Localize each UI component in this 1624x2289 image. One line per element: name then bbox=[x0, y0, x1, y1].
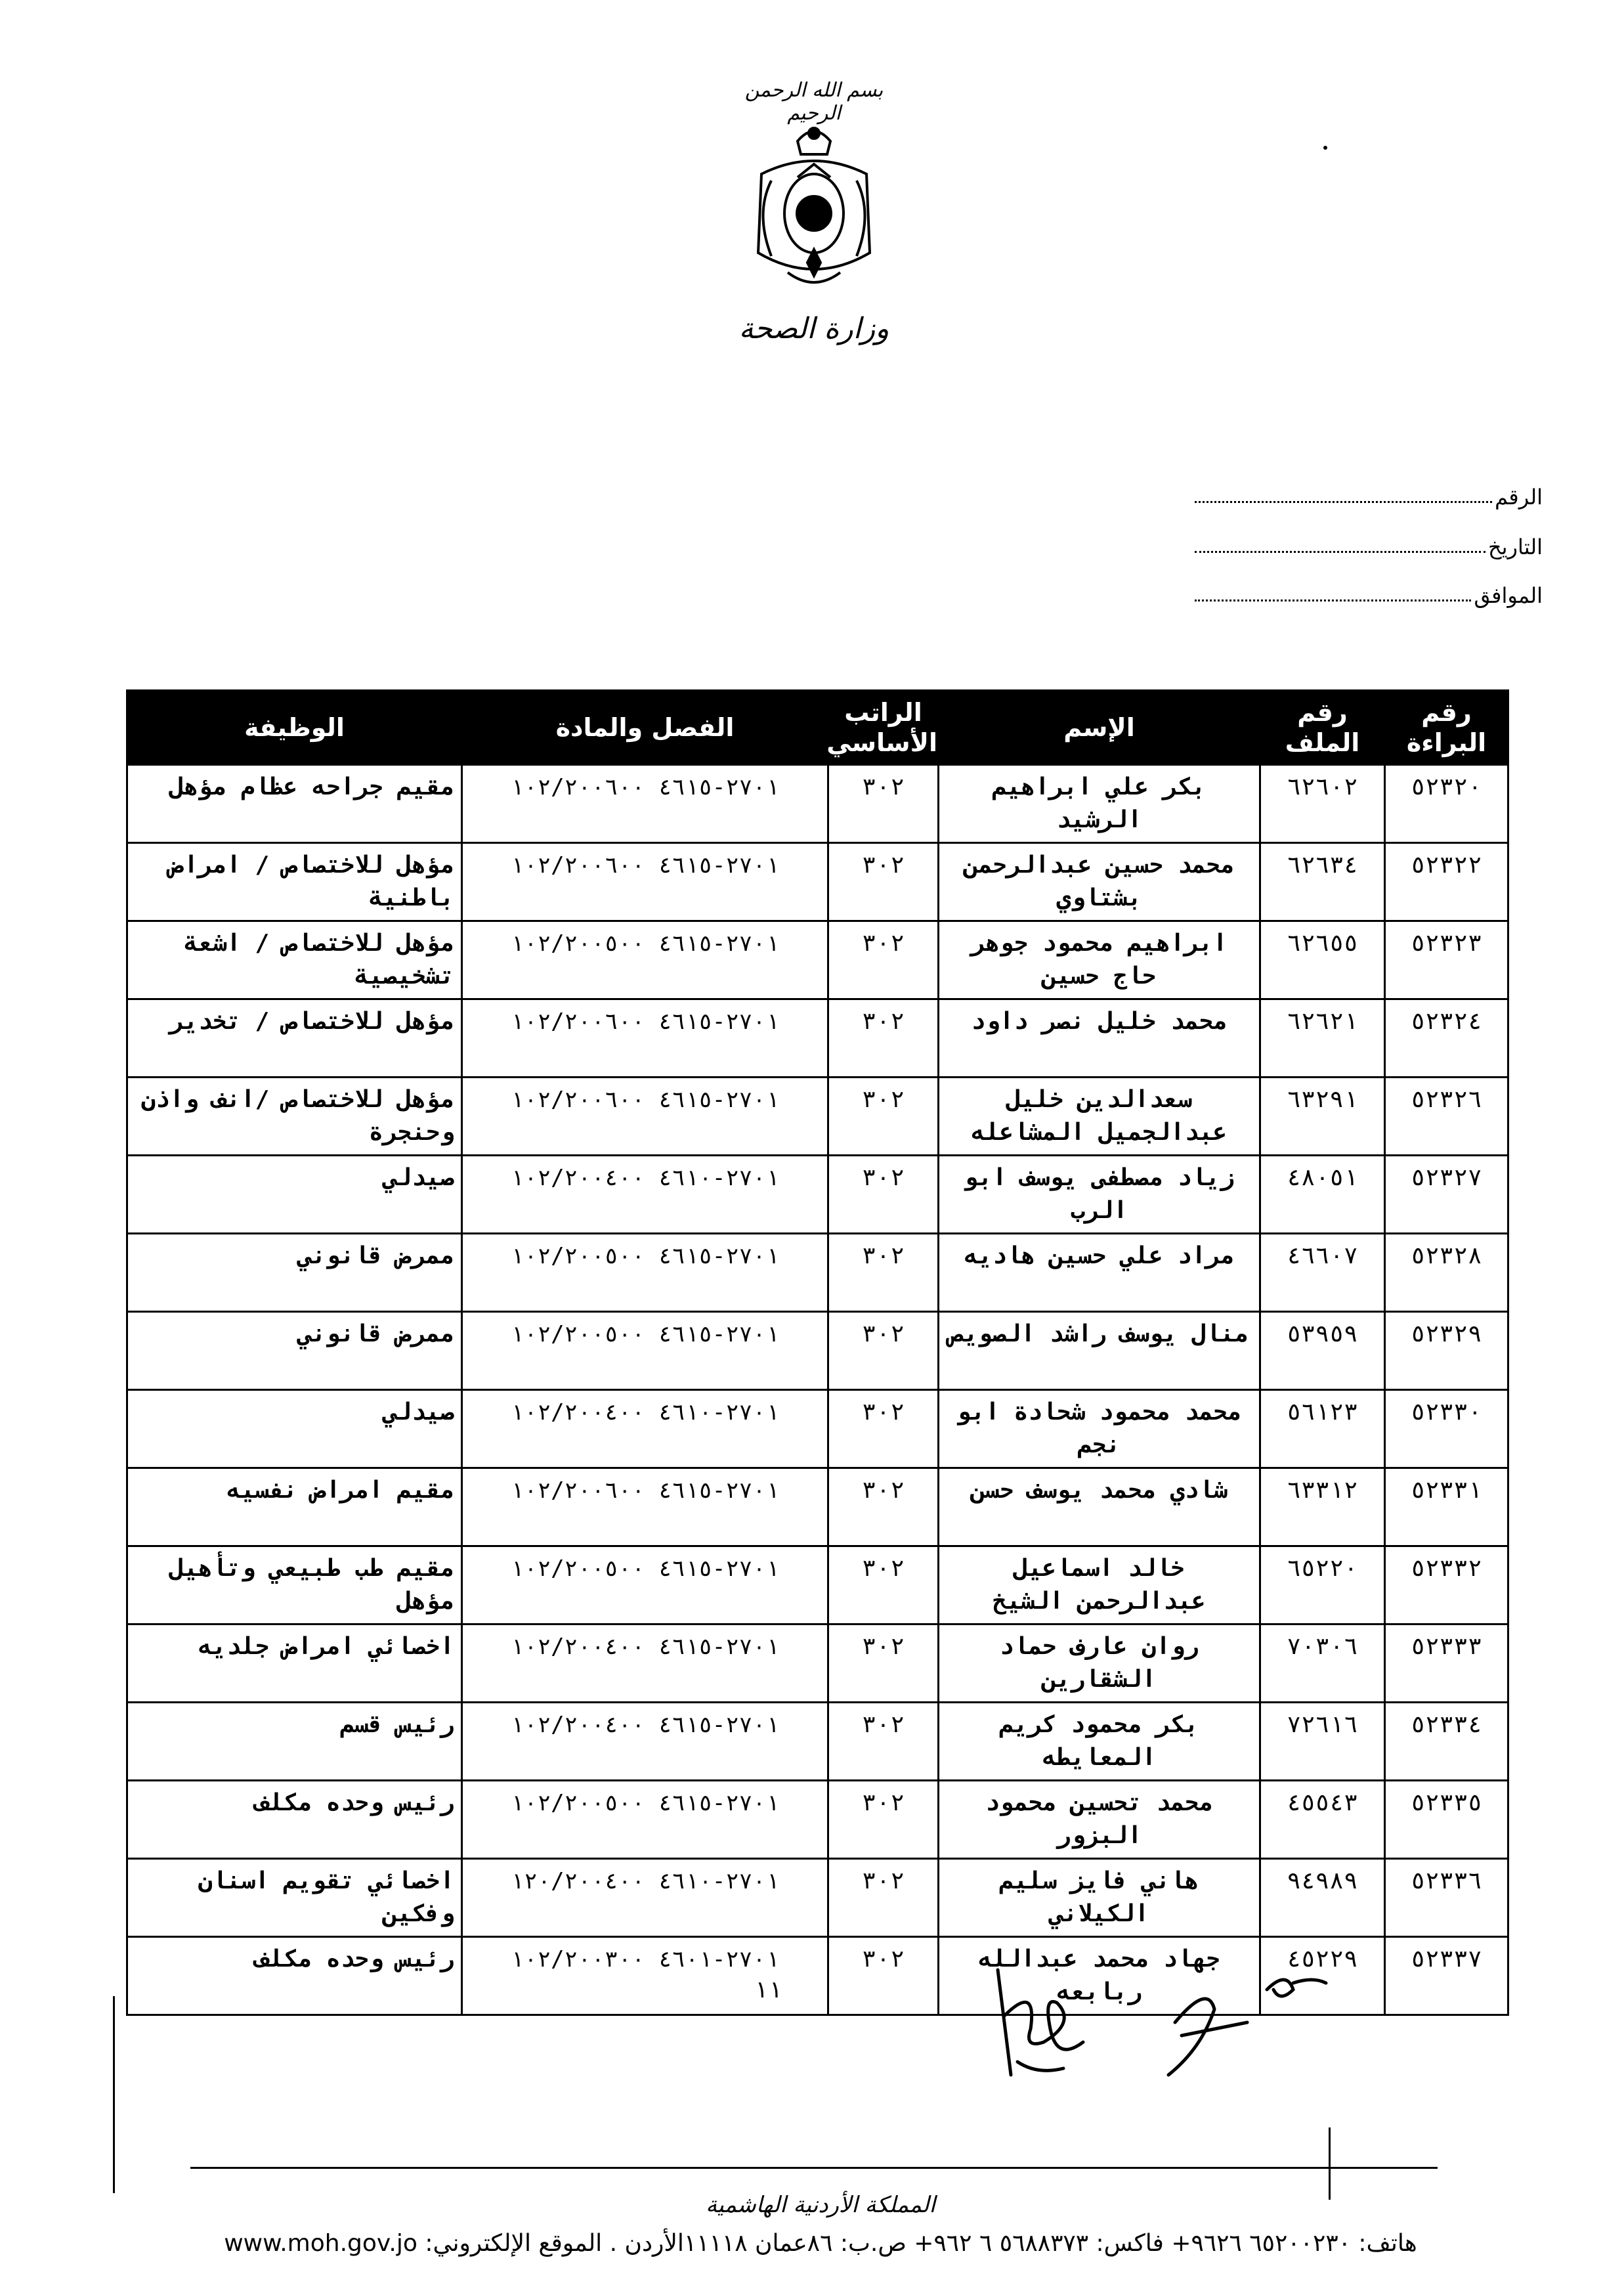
date-field bbox=[1195, 523, 1543, 559]
table-row bbox=[127, 843, 1508, 921]
header-name: الإسم bbox=[939, 691, 1260, 765]
job-cell: ممرض قانوني bbox=[127, 1234, 462, 1312]
section-article-cell: ٢٧٠١-٤٦١٥ ١٠٢/٢٠٠٤٠٠ bbox=[462, 1624, 828, 1703]
job-cell: اخصائي امراض جلديه bbox=[127, 1624, 462, 1703]
section-article-cell: ٢٧٠١-٤٦١٥ ١٠٢/٢٠٠٥٠٠ bbox=[462, 1781, 828, 1859]
job-cell: رئيس وحده مكلف bbox=[127, 1781, 462, 1859]
footer-divider bbox=[190, 2167, 1438, 2169]
section-article-cell: ٢٧٠١-٤٦١٥ ١٠٢/٢٠٠٦٠٠ bbox=[462, 999, 828, 1078]
table-row bbox=[127, 1468, 1508, 1546]
job-cell: رئيس قسم bbox=[127, 1703, 462, 1781]
basic-salary-cell: ٣٠٢ bbox=[828, 1234, 939, 1312]
section-article-cell: ٢٧٠١-٤٦١٥ ١٠٢/٢٠٠٦٠٠ bbox=[462, 1468, 828, 1546]
page-number: ١١ bbox=[754, 1976, 782, 2003]
job-cell: مؤهل للاختصاص /انف واذن وحنجرة bbox=[127, 1078, 462, 1156]
basic-salary-cell: ٣٠٢ bbox=[828, 1390, 939, 1468]
table-row bbox=[127, 1703, 1508, 1781]
file-number-cell: ٥٣٩٥٩ bbox=[1260, 1312, 1385, 1390]
file-number-cell: ٦٢٦٠٢ bbox=[1260, 765, 1385, 843]
section-article-cell: ٢٧٠١-٤٦١٠ ١٠٢/٢٠٠٤٠٠ bbox=[462, 1390, 828, 1468]
basic-salary-cell: ٣٠٢ bbox=[828, 843, 939, 921]
section-article-cell: ٢٧٠١-٤٦١٥ ١٠٢/٢٠٠٦٠٠ bbox=[462, 1078, 828, 1156]
dotted-line bbox=[1195, 600, 1471, 601]
name-cell: روان عارف حماد الشقارين bbox=[939, 1624, 1260, 1703]
job-cell: مقيم امراض نفسيه bbox=[127, 1468, 462, 1546]
basic-salary-cell: ٣٠٢ bbox=[828, 1468, 939, 1546]
table-row bbox=[127, 765, 1508, 843]
section-article-cell: ٢٧٠١-٤٦٠١ ١٠٢/٢٠٠٣٠٠ bbox=[462, 1937, 828, 2015]
basic-salary-cell: ٣٠٢ bbox=[828, 765, 939, 843]
registration-number-cell: ٥٢٣٢٩ bbox=[1385, 1312, 1508, 1390]
table-body bbox=[127, 765, 1508, 2015]
file-number-cell: ٤٥٥٤٣ bbox=[1260, 1781, 1385, 1859]
table-row bbox=[127, 921, 1508, 999]
section-article-cell: ٢٧٠١-٤٦١٥ ١٠٢/٢٠٠٤٠٠ bbox=[462, 1703, 828, 1781]
section-article-cell: ٢٧٠١-٤٦١٠ ١٠٢/٢٠٠٤٠٠ bbox=[462, 1156, 828, 1234]
file-number-cell: ٥٦١٢٣ bbox=[1260, 1390, 1385, 1468]
job-cell: ممرض قانوني bbox=[127, 1312, 462, 1390]
registration-number-cell: ٥٢٣٣٧ bbox=[1385, 1937, 1508, 2015]
registration-number-cell: ٥٢٣٢٣ bbox=[1385, 921, 1508, 999]
registration-number-cell: ٥٢٣٣٤ bbox=[1385, 1703, 1508, 1781]
name-cell: محمد خليل نصر داود bbox=[939, 999, 1260, 1078]
registration-number-cell: ٥٢٣٢٢ bbox=[1385, 843, 1508, 921]
basic-salary-cell: ٣٠٢ bbox=[828, 1078, 939, 1156]
file-number-cell: ٦٢٦٢١ bbox=[1260, 999, 1385, 1078]
file-number-cell: ٤٦٦٠٧ bbox=[1260, 1234, 1385, 1312]
section-article-cell: ٢٧٠١-٤٦١٥ ١٠٢/٢٠٠٥٠٠ bbox=[462, 1546, 828, 1624]
header-registration-number: رقم البراءة bbox=[1385, 691, 1508, 765]
table-row bbox=[127, 1781, 1508, 1859]
registration-number-cell: ٥٢٣٣٦ bbox=[1385, 1859, 1508, 1937]
basic-salary-cell: ٣٠٢ bbox=[828, 1624, 939, 1703]
dotted-line bbox=[1195, 551, 1485, 553]
file-number-cell: ٦٢٦٣٤ bbox=[1260, 843, 1385, 921]
name-cell: بكر محمود كريم المعايطه bbox=[939, 1703, 1260, 1781]
reference-number-label: الرقم bbox=[1495, 485, 1543, 510]
registration-number-cell: ٥٢٣٢٧ bbox=[1385, 1156, 1508, 1234]
registration-number-cell: ٥٢٣٣٠ bbox=[1385, 1390, 1508, 1468]
section-article-cell: ٢٧٠١-٤٦١٥ ١٠٢/٢٠٠٦٠٠ bbox=[462, 765, 828, 843]
table-header-row bbox=[127, 691, 1508, 765]
registration-number-cell: ٥٢٣٢٠ bbox=[1385, 765, 1508, 843]
registration-number-cell: ٥٢٣٢٨ bbox=[1385, 1234, 1508, 1312]
table-row bbox=[127, 999, 1508, 1078]
registration-number-cell: ٥٢٣٣٢ bbox=[1385, 1546, 1508, 1624]
file-number-cell: ٦٢٦٥٥ bbox=[1260, 921, 1385, 999]
registration-number-cell: ٥٢٣٣١ bbox=[1385, 1468, 1508, 1546]
basic-salary-cell: ٣٠٢ bbox=[828, 1703, 939, 1781]
job-cell: اخصائي تقويم اسنان وفكين bbox=[127, 1859, 462, 1937]
header-job: الوظيفة bbox=[127, 691, 462, 765]
name-cell: جهاد محمد عبدالله ربابعه bbox=[939, 1937, 1260, 2015]
section-article-cell: ٢٧٠١-٤٦١٥ ١٠٢/٢٠٠٥٠٠ bbox=[462, 921, 828, 999]
employee-table bbox=[126, 689, 1507, 2016]
section-article-cell: ٢٧٠١-٤٦١٠ ١٢٠/٢٠٠٤٠٠ bbox=[462, 1859, 828, 1937]
registration-number-cell: ٥٢٣٣٥ bbox=[1385, 1781, 1508, 1859]
margin-line bbox=[113, 1996, 115, 2193]
table-row bbox=[127, 1859, 1508, 1937]
file-number-cell: ٦٣٢٩١ bbox=[1260, 1078, 1385, 1156]
job-cell: مؤهل للاختصاص / تخدير bbox=[127, 999, 462, 1078]
name-cell: زياد مصطفى يوسف ابو الرب bbox=[939, 1156, 1260, 1234]
dotted-line bbox=[1195, 501, 1492, 503]
file-number-cell: ٦٣٣١٢ bbox=[1260, 1468, 1385, 1546]
basic-salary-cell: ٣٠٢ bbox=[828, 1156, 939, 1234]
job-cell: صيدلي bbox=[127, 1156, 462, 1234]
registration-number-cell: ٥٢٣٣٣ bbox=[1385, 1624, 1508, 1703]
corresponding-date-field bbox=[1195, 571, 1543, 608]
margin-tick bbox=[1329, 2127, 1331, 2200]
job-cell: رئيس وحده مكلف bbox=[127, 1937, 462, 2015]
basic-salary-cell: ٣٠٢ bbox=[828, 1859, 939, 1937]
section-article-cell: ٢٧٠١-٤٦١٥ ١٠٢/٢٠٠٥٠٠ bbox=[462, 1312, 828, 1390]
basmala-text: بسم الله الرحمن الرحيم bbox=[744, 79, 884, 125]
basic-salary-cell: ٣٠٢ bbox=[828, 1781, 939, 1859]
table-row bbox=[127, 1546, 1508, 1624]
basic-salary-cell: ٣٠٢ bbox=[828, 999, 939, 1078]
job-cell: مؤهل للاختصاص / امراض باطنية bbox=[127, 843, 462, 921]
registration-number-cell: ٥٢٣٢٤ bbox=[1385, 999, 1508, 1078]
name-cell: شادي محمد يوسف حسن bbox=[939, 1468, 1260, 1546]
section-article-cell: ٢٧٠١-٤٦١٥ ١٠٢/٢٠٠٦٠٠ bbox=[462, 843, 828, 921]
registration-number-cell: ٥٢٣٢٦ bbox=[1385, 1078, 1508, 1156]
section-article-cell: ٢٧٠١-٤٦١٥ ١٠٢/٢٠٠٥٠٠ bbox=[462, 1234, 828, 1312]
job-cell: مؤهل للاختصاص / اشعة تشخيصية bbox=[127, 921, 462, 999]
file-number-cell: ٧٠٣٠٦ bbox=[1260, 1624, 1385, 1703]
coat-of-arms-emblem bbox=[735, 115, 893, 299]
table-row bbox=[127, 1234, 1508, 1312]
reference-number-field bbox=[1195, 473, 1543, 510]
handwritten-signatures bbox=[985, 1944, 1378, 2114]
name-cell: مراد علي حسين هاديه bbox=[939, 1234, 1260, 1312]
footer-country-name: المملكة الأردنية الهاشمية bbox=[706, 2192, 935, 2218]
header-section-article: الفصل والمادة bbox=[462, 691, 828, 765]
file-number-cell: ٦٥٢٢٠ bbox=[1260, 1546, 1385, 1624]
basic-salary-cell: ٣٠٢ bbox=[828, 921, 939, 999]
table-row bbox=[127, 1390, 1508, 1468]
corresponding-date-label: الموافق bbox=[1474, 583, 1543, 608]
speck bbox=[1323, 146, 1327, 150]
table-row bbox=[127, 1078, 1508, 1156]
footer-contact-info: هاتف: ٦٥٢٠٠٢٣٠ ٩٦٢٦+ فاكس: ٥٦٨٨٣٧٣ ٦ ٩٦٢+ ص.ب: ٨٦عمان ١١١١٨الأردن . الموقع الإلكتروني: www.moh.gov.jo bbox=[224, 2230, 1417, 2257]
name-cell: بكر علي ابراهيم الرشيد bbox=[939, 765, 1260, 843]
job-cell: صيدلي bbox=[127, 1390, 462, 1468]
ministry-name: وزارة الصحة bbox=[738, 312, 889, 345]
file-number-cell: ٩٤٩٨٩ bbox=[1260, 1859, 1385, 1937]
basic-salary-cell: ٣٠٢ bbox=[828, 1937, 939, 2015]
name-cell: محمد تحسين محمود البزور bbox=[939, 1781, 1260, 1859]
name-cell: محمد حسين عبدالرحمن بشتاوي bbox=[939, 843, 1260, 921]
name-cell: هاني فايز سليم الكيلاني bbox=[939, 1859, 1260, 1937]
date-label: التاريخ bbox=[1487, 534, 1543, 559]
name-cell: منال يوسف راشد الصويص bbox=[939, 1312, 1260, 1390]
header-file-number: رقم الملف bbox=[1260, 691, 1385, 765]
name-cell: محمد محمود شحادة ابو نجم bbox=[939, 1390, 1260, 1468]
table-row bbox=[127, 1312, 1508, 1390]
basic-salary-cell: ٣٠٢ bbox=[828, 1312, 939, 1390]
name-cell: خالد اسماعيل عبدالرحمن الشيخ bbox=[939, 1546, 1260, 1624]
file-number-cell: ٤٨٠٥١ bbox=[1260, 1156, 1385, 1234]
basic-salary-cell: ٣٠٢ bbox=[828, 1546, 939, 1624]
job-cell: مقيم طب طبيعي وتأهيل مؤهل bbox=[127, 1546, 462, 1624]
table-row bbox=[127, 1624, 1508, 1703]
header-basic-salary: الراتب الأساسي bbox=[828, 691, 939, 765]
name-cell: ابراهيم محمود جوهر حاج حسين bbox=[939, 921, 1260, 999]
file-number-cell: ٧٢٦١٦ bbox=[1260, 1703, 1385, 1781]
name-cell: سعدالدين خليل عبدالجميل المشاعله bbox=[939, 1078, 1260, 1156]
job-cell: مقيم جراحه عظام مؤهل bbox=[127, 765, 462, 843]
file-number-cell: ٤٥٢٢٩ bbox=[1260, 1937, 1385, 2015]
table-row bbox=[127, 1156, 1508, 1234]
